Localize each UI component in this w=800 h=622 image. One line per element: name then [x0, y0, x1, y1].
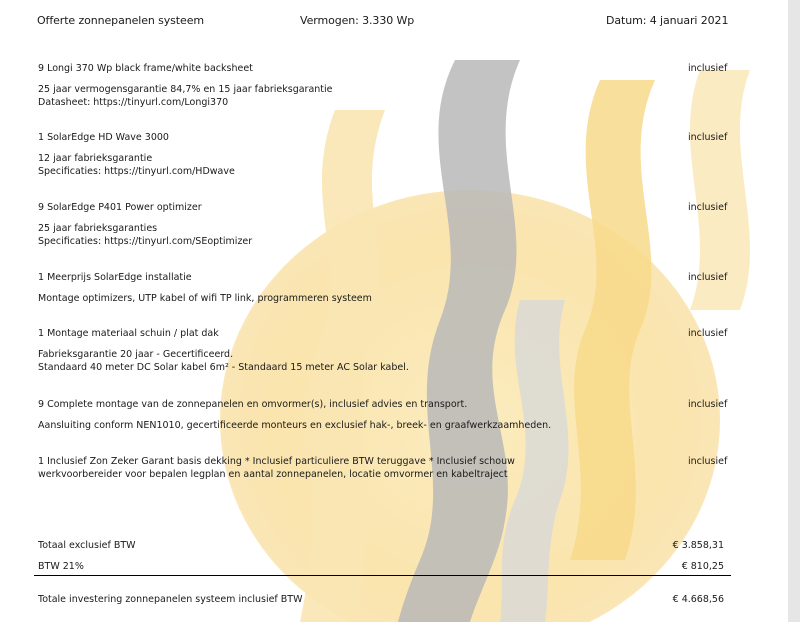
totals-divider [34, 575, 731, 576]
item-desc-line: 25 jaar vermogensgarantie 84,7% en 15 jaar fabrieksgarantie [38, 84, 333, 95]
total-excl-label: Totaal exclusief BTW [38, 540, 136, 551]
vat-row [38, 561, 724, 572]
item-name: 1 SolarEdge HD Wave 3000 [38, 132, 169, 143]
item-desc-line: Datasheet: https://tinyurl.com/Longi370 [38, 97, 229, 108]
item-desc-line: Fabrieksgarantie 20 jaar - Gecertificeerd. [38, 349, 234, 360]
line-item [38, 271, 738, 305]
item-desc-line: 12 jaar fabrieksgarantie [38, 153, 153, 164]
item-description [38, 152, 738, 178]
item-name: 9 Complete montage van de zonnepanelen en omvormer(s), inclusief advies en transport. [38, 399, 468, 410]
item-price: inclusief [688, 399, 728, 410]
item-desc-line: Specificaties: https://tinyurl.com/SEoptimizer [38, 236, 253, 247]
item-price: inclusief [688, 132, 728, 143]
item-description [38, 83, 738, 109]
vat-value: € 810,25 [681, 561, 724, 572]
system-power: Vermogen: 3.330 Wp [300, 14, 415, 27]
item-name: 9 Longi 370 Wp black frame/white backsheet [38, 63, 253, 74]
grand-total-value: € 4.668,56 [672, 594, 724, 605]
item-desc-line: Standaard 40 meter DC Solar kabel 6m² - Standaard 15 meter AC Solar kabel. [38, 362, 409, 373]
item-price: inclusief [688, 63, 728, 74]
total-excl-value: € 3.858,31 [672, 540, 724, 551]
vat-label: BTW 21% [38, 561, 84, 572]
document-title: Offerte zonnepanelen systeem [37, 14, 204, 27]
grand-total-label: Totale investering zonnepanelen systeem inclusief BTW [38, 594, 303, 605]
item-name: 1 Meerprijs SolarEdge installatie [38, 272, 192, 283]
grand-total-row [38, 594, 724, 605]
document-date: Datum: 4 januari 2021 [606, 14, 729, 27]
line-item [38, 398, 738, 432]
item-name: 1 Montage materiaal schuin / plat dak [38, 328, 219, 339]
item-desc-line: 25 jaar fabrieksgaranties [38, 223, 158, 234]
item-description [38, 222, 738, 248]
item-description [38, 419, 738, 432]
item-name: 9 SolarEdge P401 Power optimizer [38, 202, 202, 213]
item-description [38, 292, 738, 305]
item-price: inclusief [688, 456, 728, 467]
item-price: inclusief [688, 328, 728, 339]
line-item [38, 131, 738, 178]
item-name-continued: werkvoorbereider voor bepalen legplan en aantal zonnepanelen, locatie omvormer en kabeltraject [38, 469, 508, 480]
item-desc-line: Montage optimizers, UTP kabel of wifi TP link, programmeren systeem [38, 293, 372, 304]
item-price: inclusief [688, 272, 728, 283]
item-price: inclusief [688, 202, 728, 213]
item-name: 1 Inclusief Zon Zeker Garant basis dekking * Inclusief particuliere BTW teruggave * Inclusief schouw [38, 456, 515, 467]
line-item [38, 62, 738, 109]
line-item [38, 201, 738, 248]
total-excl-vat-row [38, 540, 724, 551]
line-item [38, 455, 738, 481]
item-desc-line: Aansluiting conform NEN1010, gecertificeerde monteurs en exclusief hak-, breek- en graafwerkzaamheden. [38, 420, 552, 431]
item-description [38, 348, 738, 374]
item-desc-line: Specificaties: https://tinyurl.com/HDwave [38, 166, 235, 177]
line-item [38, 327, 738, 374]
